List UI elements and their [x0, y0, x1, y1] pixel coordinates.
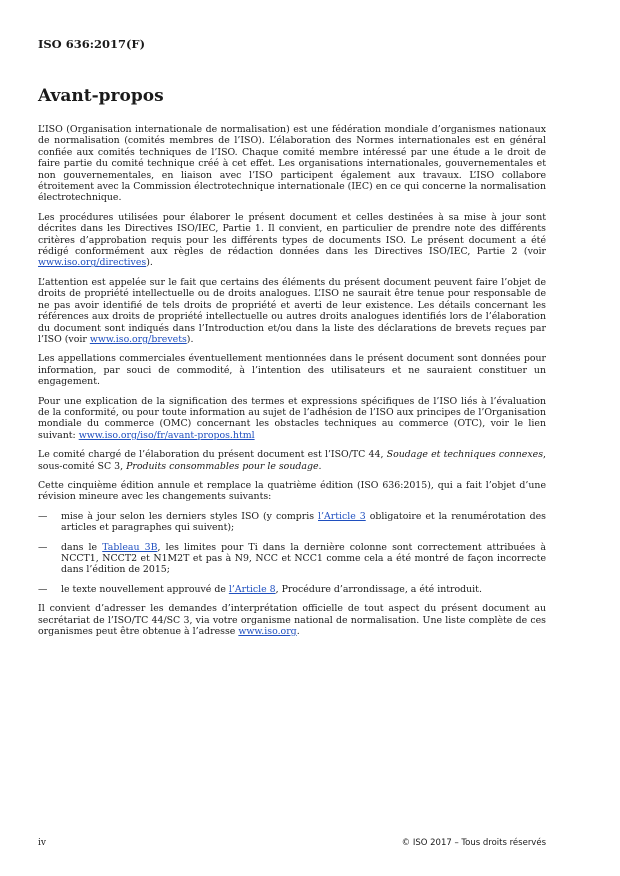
list-item-text: le texte nouvellement approuvé de: [61, 583, 229, 595]
paragraph-procedures: [38, 212, 546, 269]
paragraph-iso-intro: L’ISO (Organisation internationale de normalisation) est une fédération mondiale d’organismes nationaux de normalisation (comités membres de l’ISO). L’élaboration des Normes internationales est en général confiée aux comités techniques de l’ISO. Chaque comité membre intéressé par une étude a le droit de faire partie du comité technique créé à cet effet. Les organisations internationales, gouvernementales et non gouvernementales, en liaison avec l’ISO participent également aux travaux. L’ISO collabore étroitement avec la Commission électrotechnique internationale (IEC) en ce qui concerne la normalisation électrotechnique.: [38, 124, 546, 204]
paragraph-conformity: [38, 396, 546, 442]
changes-list: [38, 511, 546, 595]
paragraph-trade-names: Les appellations commerciales éventuellement mentionnées dans le présent document sont données pour information, par souci de commodité, à l’intention des utilisateurs et ne sauraient constituer un engagement.: [38, 353, 546, 388]
document-id: ISO 636:2017(F): [38, 37, 146, 51]
page-title: Avant-propos: [38, 86, 164, 106]
copyright-notice: © ISO 2017 – Tous droits réservés: [401, 838, 546, 848]
list-item: [38, 584, 546, 595]
paragraph-end: ).: [146, 257, 153, 269]
list-item-text: mise à jour selon les derniers styles ISO (y compris: [61, 510, 318, 522]
table-3b-link[interactable]: Tableau 3B: [102, 541, 158, 553]
patents-link[interactable]: www.iso.org/brevets: [89, 333, 187, 345]
paragraph-end: .: [296, 626, 300, 638]
dash-bullet: —: [38, 541, 48, 553]
paragraph-patents: [38, 277, 546, 345]
paragraph-text: Pour une explication de la signification des termes et expressions spécifiques de l’ISO liés à l’évaluation de la conformité, ou pour toute information au sujet de l’adhésion de l’ISO aux principes de l’Organisation mondiale du commerce (OMC) concernant les obstacles techniques au commerce (OTC), voir le lien suivant:: [38, 395, 546, 441]
list-item: [38, 542, 546, 576]
paragraph-interpretation: [38, 603, 546, 637]
paragraph-text: Il convient d’adresser les demandes d’interprétation officielle de tout aspect du présent document au secrétariat de l’ISO/TC 44/SC 3, via votre organisme national de normalisation. Une liste complète de ces organismes peut être obtenue à l’adresse: [38, 603, 546, 638]
paragraph-committee: [38, 449, 546, 472]
list-item: [38, 511, 546, 534]
directives-link[interactable]: www.iso.org/directives: [38, 257, 147, 269]
article-3-link[interactable]: l’Article 3: [318, 510, 366, 522]
iso-website-link[interactable]: www.iso.org: [238, 626, 297, 638]
list-item-text: , les limites pour Ti dans la dernière colonne sont correctement attribuées à NCCT1, NCCT2 et N1M2T et pas à N9, NCC et NCC1 comme cela a été montré de façon incorrecte dans l’édition de 2015;: [61, 541, 547, 576]
article-8-link[interactable]: l’Article 8: [228, 583, 276, 595]
page-number: iv: [38, 838, 46, 848]
dash-bullet: —: [38, 510, 48, 522]
list-item-text: obligatoire et la renumérotation des articles et paragraphes qui suivent);: [61, 510, 546, 534]
list-item-text: dans le: [61, 541, 103, 553]
paragraph-text: Les procédures utilisées pour élaborer le présent document et celles destinées à sa mise à jour sont décrites dans les Directives ISO/IEC, Partie 1. Il convient, en particulier de prendre note des différents critères d’approbation requis pour les différents types de documents ISO. Le présent document a été rédigé conformément aux règles de rédaction données dans les Directives ISO/IEC, Partie 2 (voir: [38, 211, 546, 258]
subcommittee-title: Produits consommables pour le soudage: [126, 460, 319, 472]
committee-title: Soudage et techniques connexes: [386, 449, 544, 461]
paragraph-edition: Cette cinquième édition annule et remplace la quatrième édition (ISO 636:2015), qui a fait l’objet d’une révision mineure avec les changements suivants:: [38, 479, 546, 503]
paragraph-text: , sous-comité SC 3,: [38, 449, 546, 472]
paragraph-end: .: [318, 460, 322, 472]
paragraph-end: ).: [186, 333, 194, 345]
paragraph-text: Le comité chargé de l’élaboration du présent document est l’ISO/TC 44,: [38, 449, 387, 461]
paragraph-text: L’attention est appelée sur le fait que certains des éléments du présent document peuvent faire l’objet de droits de propriété intellectuelle ou de droits analogues. L’ISO ne saurait être tenue pour responsable de ne pas avoir identifié de tels droits de propriété et averti de leur existence. Les détails concernant les références aux droits de propriété intellectuelle ou autres droits analogues identifiés lors de l’élaboration du document sont indiqués dans l’Introduction et/ou dans la liste des déclarations de brevets reçues par l’ISO (voir: [38, 276, 546, 345]
foreword-link[interactable]: www.iso.org/iso/fr/avant-propos.html: [78, 429, 255, 441]
list-item-text: , Procédure d’arrondissage, a été introduit.: [275, 583, 482, 595]
foreword-body: [38, 124, 546, 645]
dash-bullet: —: [38, 583, 48, 595]
